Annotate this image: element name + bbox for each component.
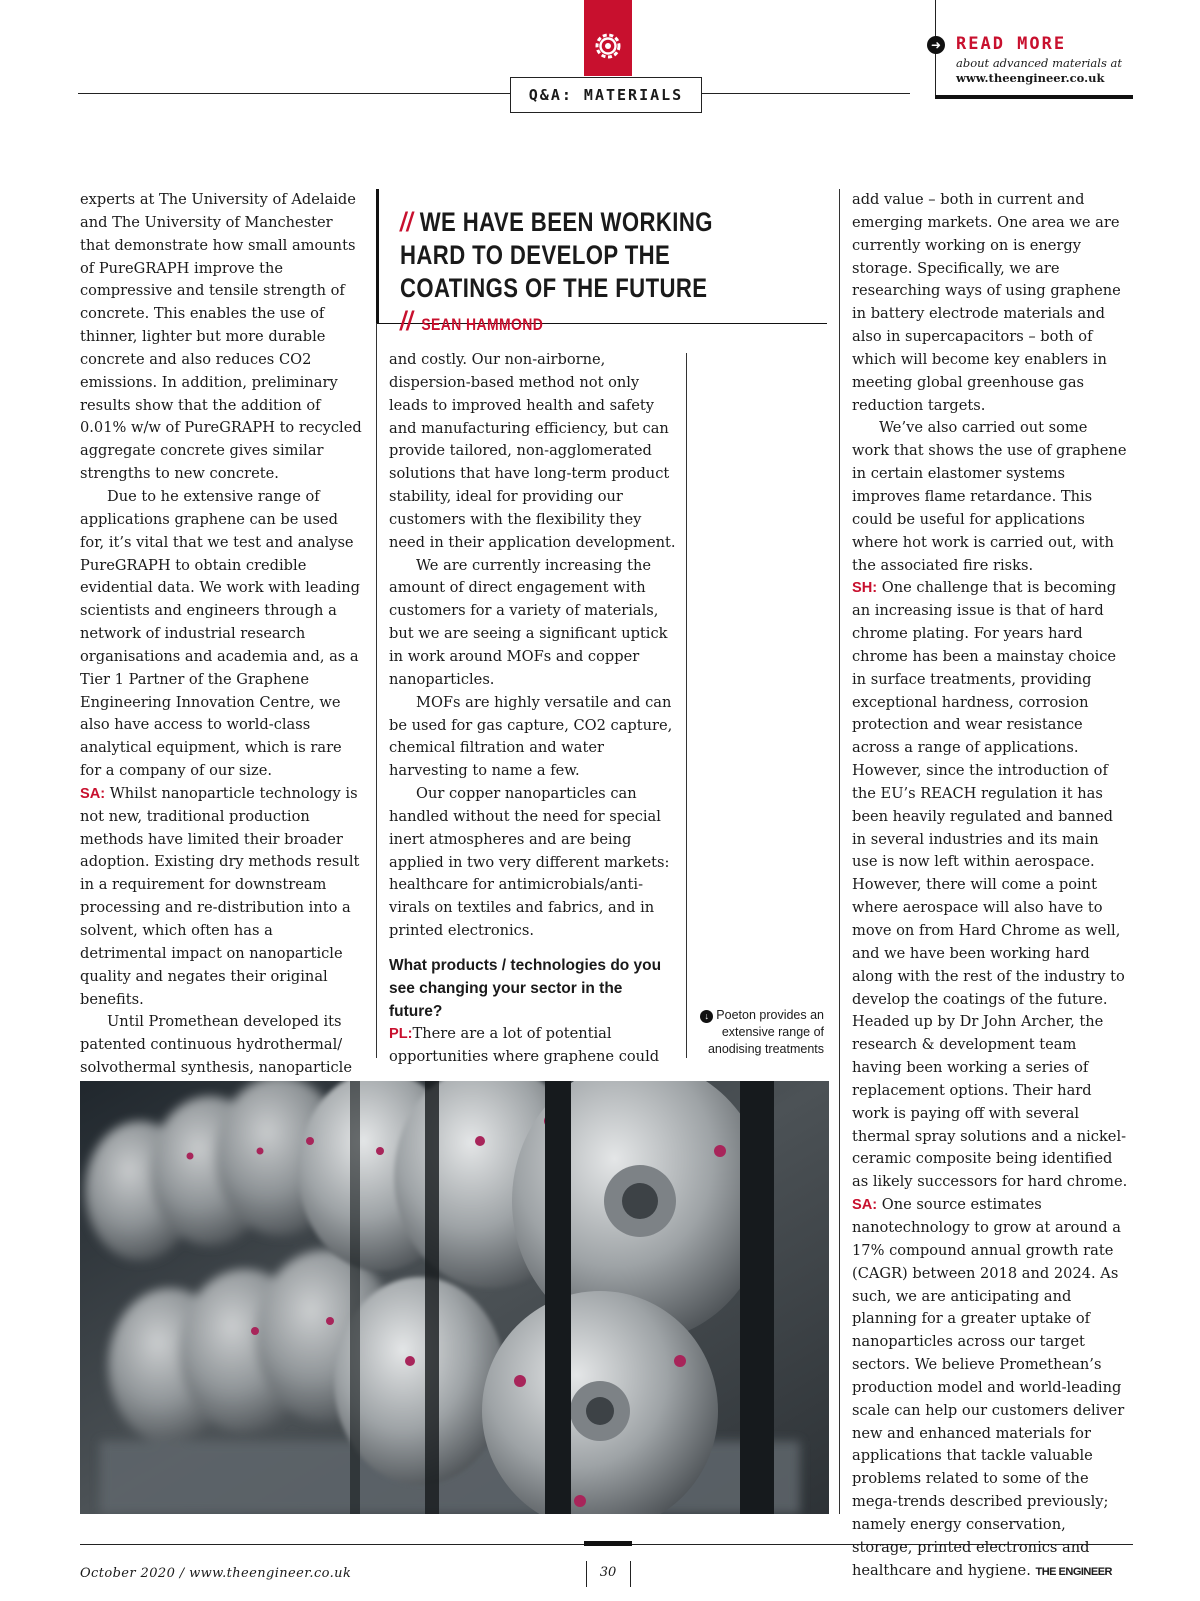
paragraph: Due to he extensive range of applications graphene can be used for, it’s vital that we test and analyse PureGRAPH to obtain credible evidential data. We work with leading scientists and engineers through a network of industrial research organisations and academia and, as a Tier 1 Partner of the Graphene Engineering Innovation Centre, we also have access to world-class analytical equipment, which is rare for a company of our size.: [80, 487, 360, 780]
speaker-label: SA:: [852, 1197, 878, 1214]
paragraph-text: Whilst nanoparticle technology is not new, traditional production methods have limited their broader adoption. Existing dry methods result in a requirement for downstream processing and re-distribution into a solvent, which often has a detrimental impact on nanoparticle quality and negates their original benefits.: [80, 784, 360, 1008]
page-number: 30: [599, 1565, 617, 1580]
pull-quote-text: WE HAVE BEEN WORKING HARD TO DEVELOP THE COATINGS OF THE FUTURE: [400, 207, 713, 303]
paragraph-text: One source estimates nanotechnology to grow at around a 17% compound annual growth rate (CAGR) between 2018 and 2024. As such, we are anticipating and planning for a greater uptake of nanoparticles across our target sectors. We believe Promethean’s production model and world-leading scale can help our customers deliver new and enhanced materials for applications that tackle valuable problems related to some of the mega-trends described previously; namely energy conservation, storage, printed electronics and healthcare and hygiene.: [852, 1196, 1125, 1579]
article-column-1: [80, 189, 364, 1103]
read-more-subtitle: about advanced materials at: [956, 56, 1122, 70]
end-mark-logo: THE ENGINEER: [1035, 1565, 1112, 1578]
arrow-right-icon: ➜: [927, 36, 945, 54]
anodised-parts-image: [80, 1081, 829, 1514]
paragraph-text: One challenge that is becoming an increasing issue is that of hard chrome plating. For years hard chrome has been a mainstay choice in surface treatments, providing exceptional hardness, corrosion protection and wear resistance across a range of applications. However, since the introduction of the EU’s REACH regulation it has been heavily regulated and banned in several industries and its main use is now left within aerospace. However, there will come a point where aerospace will also have to move on from Hard Chrome as well, and we have been working hard along with the rest of the industry to develop the coatings of the future. Headed up by Dr John Archer, the research & development team having been working a series of replacement options. Their hard work is paying off with several thermal spray solutions and a nickel-ceramic composite being identified as likely successors for hard chrome.: [852, 579, 1128, 1191]
article-column-3: [852, 189, 1128, 1583]
column-rule: [376, 323, 377, 1058]
arrow-down-icon: ↓: [700, 1010, 713, 1023]
paragraph: Our copper nanoparticles can handled without the need for special inert atmospheres and are being applied in two very different markets: healthcare for antimicrobials/anti-virals on textiles and fabrics, and in printed electronics.: [389, 785, 670, 940]
paragraph: MOFs are highly versatile and can be used for gas capture, CO2 capture, chemical filtration and water harvesting to name a few.: [389, 693, 673, 780]
question-heading: What products / technologies do you see changing your sector in the future?: [389, 956, 662, 1020]
paragraph: We’ve also carried out some work that shows the use of graphene in certain elastomer systems improves flame retardance. This could be useful for applications where hot work is carried out, with the associated fire risks.: [852, 419, 1127, 574]
read-more-link[interactable]: www.theengineer.co.uk: [956, 71, 1105, 85]
header-rule: [78, 93, 910, 94]
paragraph: We are currently increasing the amount of direct engagement with customers for a variety of materials, but we are seeing a significant uptick in work around MOFs and copper nanoparticles.: [389, 556, 668, 688]
paragraph-text: There are a lot of potential opportunities where graphene could: [389, 1025, 660, 1066]
pull-quote-author: SEAN HAMMOND: [421, 315, 544, 334]
column-rule: [839, 189, 840, 1514]
speaker-label: SA:: [80, 785, 106, 802]
photo-caption: [690, 1007, 824, 1058]
paragraph: add value – both in current and emerging markets. One area we are currently working on is energy storage. Specifically, we are researching ways of using graphene in battery electrode materials and also in supercapacitors – both of which will become key enablers in meeting global greenhouse gas reduction targets.: [852, 191, 1121, 414]
section-label: Q&A: MATERIALS: [510, 77, 702, 113]
paragraph: [852, 1194, 1128, 1583]
read-more-title: READ MORE: [956, 34, 1067, 54]
read-more-underline: [935, 95, 1133, 99]
footer-tab: [584, 1541, 632, 1546]
section-tab: [584, 0, 632, 76]
speaker-label: PL:: [389, 1026, 413, 1043]
paragraph: experts at The University of Adelaide and The University of Manchester that demonstrate how small amounts of PureGRAPH improve the compressive and tensile strength of concrete. This enables the use of thinner, lighter but more durable concrete and also reduces CO2 emissions. In addition, preliminary results show that the addition of 0.01% w/w of PureGRAPH to recycled aggregate concrete gives similar strengths to new concrete.: [80, 191, 362, 483]
caption-text: Poeton provides an extensive range of anodising treatments: [707, 1008, 824, 1056]
article-photo: [80, 1081, 829, 1514]
paragraph: Until Promethean developed its patented continuous hydrothermal/ solvothermal synthesis, nanoparticle: [80, 1013, 352, 1077]
quote-mark-open: //: [400, 207, 414, 237]
paragraph: [852, 577, 1128, 1194]
paragraph: [80, 783, 364, 1011]
footer-issue-url: October 2020 / www.theengineer.co.uk: [80, 1566, 352, 1581]
speaker-label: SH:: [852, 580, 878, 597]
pull-quote: [400, 206, 753, 341]
article-column-2: [389, 349, 679, 1069]
quote-mark-close: //: [400, 306, 414, 336]
page-number-divider: [630, 1561, 631, 1587]
column-rule: [686, 353, 687, 1058]
gear-icon: [592, 30, 624, 62]
paragraph: [389, 1023, 679, 1069]
paragraph: and costly. Our non-airborne, dispersion-based method not only leads to improved health and safety and manufacturing efficiency, but can provide tailored, non-agglomerated solutions that have long-term product stability, ideal for providing our customers with the flexibility they need in their application development.: [389, 351, 676, 551]
